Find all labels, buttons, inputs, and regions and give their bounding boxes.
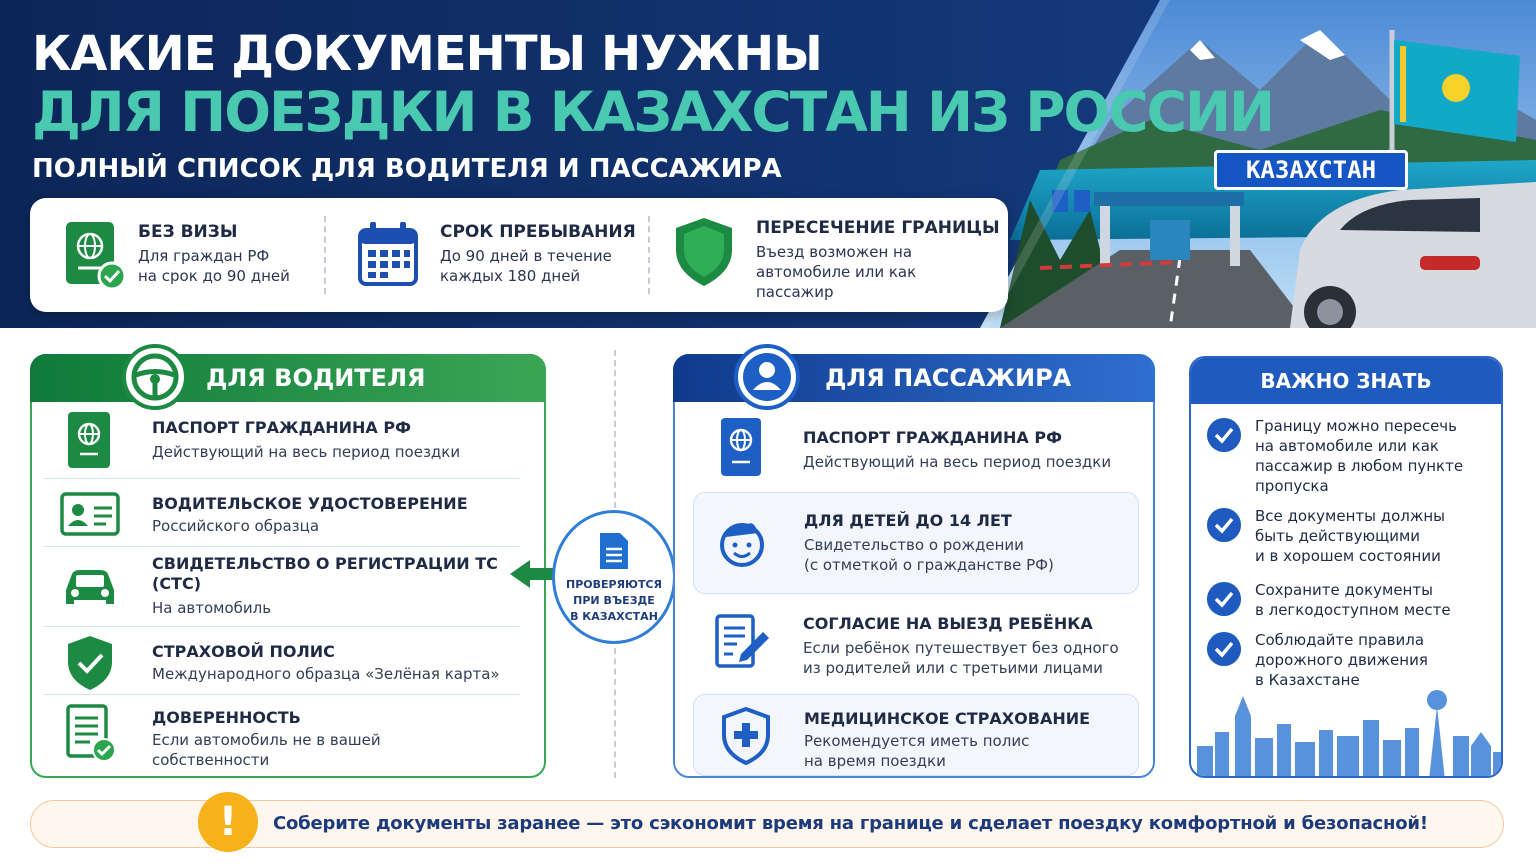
item-title: ВОДИТЕЛЬСКОЕ УДОСТОВЕРЕНИЕ (152, 494, 468, 513)
list-item (32, 480, 544, 546)
feature-title: СРОК ПРЕБЫВАНИЯ (440, 222, 636, 242)
list-item (1207, 506, 1497, 570)
item-text: Если автомобиль не в вашей собственности (152, 731, 381, 769)
important-panel (1189, 356, 1503, 778)
city-skyline-illustration (1191, 676, 1503, 778)
item-text: Если ребёнок путешествует без одного из родителей или с третьими лицами (803, 639, 1119, 677)
subtitle: ПОЛНЫЙ СПИСОК ДЛЯ ВОДИТЕЛЯ И ПАССАЖИРА (32, 154, 782, 184)
document-check-icon (60, 704, 120, 764)
divider (324, 216, 326, 294)
check-circle-icon (1207, 508, 1241, 542)
item-title: ПАСПОРТ ГРАЖДАНИНА РФ (152, 418, 411, 437)
divider (44, 626, 520, 627)
list-item (1207, 416, 1497, 500)
check-circle (552, 510, 676, 644)
passport-icon (60, 410, 120, 470)
important-text: Все документы должны быть действующими и в хорошем состоянии (1255, 507, 1446, 565)
list-item (32, 404, 544, 476)
important-panel-title: ВАЖНО ЗНАТЬ (1260, 369, 1432, 393)
passport-check-icon (60, 218, 128, 292)
feature-no-visa (30, 198, 330, 312)
shield-check-icon (60, 632, 120, 692)
check-circle-icon (1207, 418, 1241, 452)
check-circle-icon (1207, 582, 1241, 616)
driver-panel (30, 354, 546, 778)
list-item (1207, 580, 1497, 624)
check-circle-text: ПРОВЕРЯЮТСЯ ПРИ ВЪЕЗДЕ В КАЗАХСТАН (565, 578, 662, 623)
feature-stay-period (330, 198, 650, 312)
item-title: СТРАХОВОЙ ПОЛИС (152, 642, 335, 661)
shield-icon (670, 214, 738, 288)
driver-panel-title: ДЛЯ ВОДИТЕЛЯ (206, 364, 426, 392)
divider (44, 546, 520, 547)
feature-text: Для граждан РФ на срок до 90 дней (138, 247, 290, 285)
item-text: На автомобиль (152, 599, 272, 617)
divider (614, 350, 616, 508)
car-icon (60, 556, 120, 616)
divider (44, 478, 520, 479)
list-item (675, 408, 1153, 490)
check-circle-icon (1207, 632, 1241, 666)
item-text: Рекомендуется иметь полис на время поездки (804, 732, 1030, 770)
list-item (32, 628, 544, 694)
id-card-icon (60, 484, 120, 544)
feature-border-crossing (650, 198, 1008, 312)
important-text: Границу можно пересечь на автомобиле или как пассажир в любом пункте пропуска (1255, 417, 1464, 495)
item-title: ДЛЯ ДЕТЕЙ ДО 14 ЛЕТ (804, 511, 1012, 530)
item-title: СВИДЕТЕЛЬСТВО О РЕГИСТРАЦИИ ТС (СТС) (152, 554, 498, 593)
list-item (32, 548, 544, 624)
calendar-icon (354, 218, 422, 292)
item-title: СОГЛАСИЕ НА ВЫЕЗД РЕБЁНКА (803, 614, 1093, 633)
features-bar (30, 198, 1008, 312)
header-banner (0, 0, 1536, 328)
child-face-icon (712, 513, 772, 573)
user-badge (734, 344, 800, 410)
list-item (693, 492, 1139, 594)
passenger-panel (673, 354, 1155, 778)
document-pen-icon (711, 612, 771, 672)
medical-shield-icon (716, 705, 776, 765)
passport-icon (711, 418, 771, 478)
item-text: Действующий на весь период поездки (803, 453, 1112, 471)
list-item (32, 696, 544, 772)
warning-icon: ! (198, 792, 258, 852)
divider (614, 648, 616, 778)
steering-wheel-badge (122, 344, 188, 410)
feature-text: До 90 дней в течение каждых 180 дней (440, 247, 612, 285)
item-text: Российского образца (152, 517, 320, 535)
important-text: Соблюдайте правила дорожного движения в Казахстане (1255, 631, 1428, 689)
important-panel-header (1191, 358, 1503, 404)
title-line-1: КАКИЕ ДОКУМЕНТЫ НУЖНЫ (32, 26, 822, 82)
passenger-panel-title: ДЛЯ ПАССАЖИРА (825, 364, 1072, 392)
item-title: ПАСПОРТ ГРАЖДАНИНА РФ (803, 428, 1062, 447)
driver-panel-header (30, 354, 546, 402)
feature-title: ПЕРЕСЕЧЕНИЕ ГРАНИЦЫ (756, 218, 1000, 238)
feature-title: БЕЗ ВИЗЫ (138, 222, 238, 242)
document-icon (598, 531, 630, 571)
list-item (693, 694, 1139, 776)
item-text: Действующий на весь период поездки (152, 443, 461, 461)
item-text: Свидетельство о рождении (с отметкой о гражданстве РФ) (804, 536, 1054, 574)
steering-wheel-icon (126, 348, 184, 406)
item-title: ДОВЕРЕННОСТЬ (152, 708, 301, 727)
important-text: Сохраните документы в легкодоступном месте (1255, 581, 1451, 619)
divider (44, 694, 520, 695)
user-icon (738, 348, 796, 406)
item-title: МЕДИЦИНСКОЕ СТРАХОВАНИЕ (804, 709, 1091, 728)
list-item (675, 596, 1153, 692)
title-line-2: ДЛЯ ПОЕЗДКИ В КАЗАХСТАН ИЗ РОССИИ (32, 80, 1274, 144)
item-text: Международного образца «Зелёная карта» (152, 665, 500, 683)
feature-text: Въезд возможен на автомобиле или как пассажир (756, 243, 917, 301)
kazakhstan-sign: КАЗАХСТАН (1214, 150, 1408, 190)
footer-text: Соберите документы заранее — это сэкономит время на границе и сделает поездку комфортной и безопасной! (273, 813, 1428, 834)
